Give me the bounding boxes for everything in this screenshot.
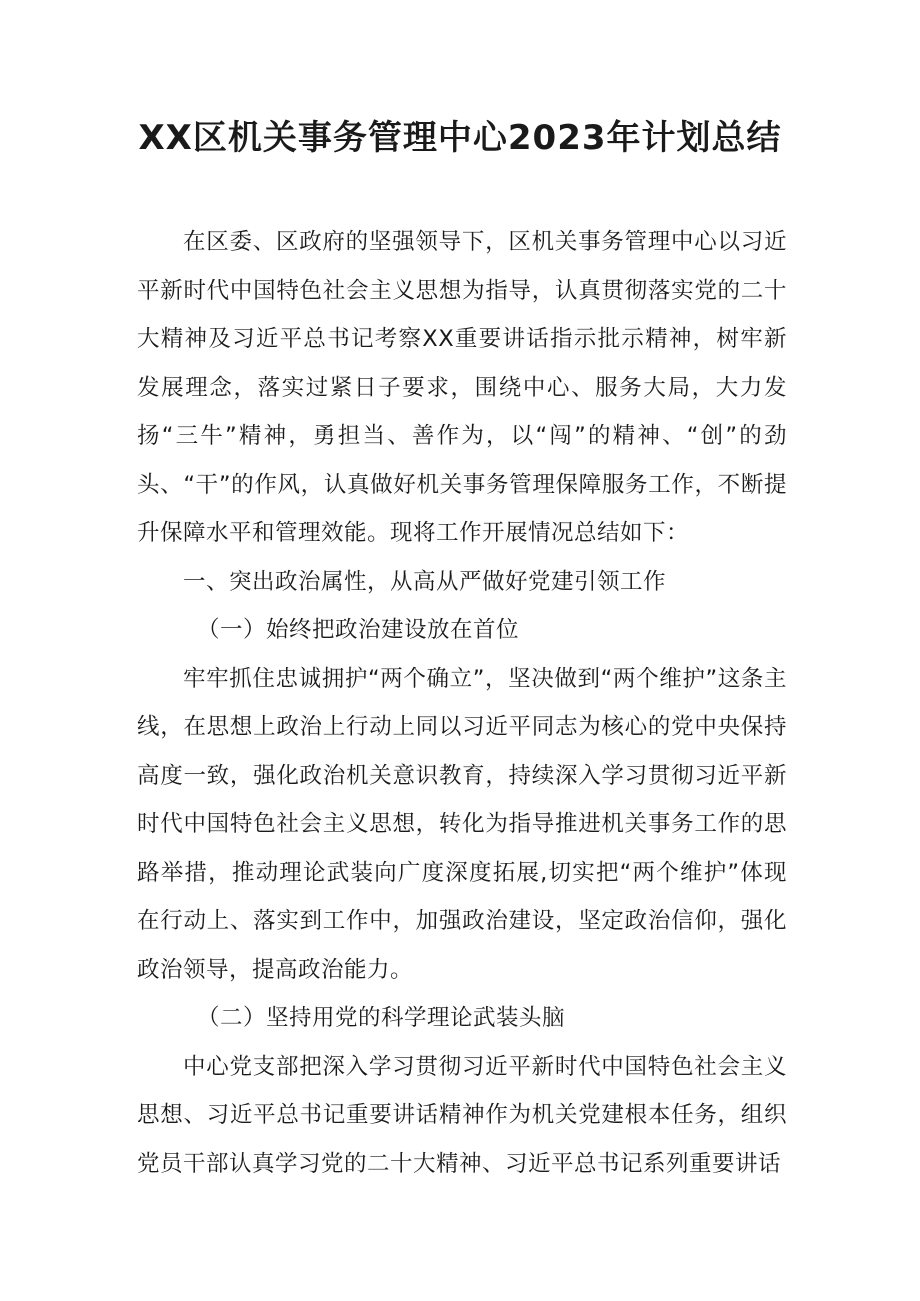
document-body	[137, 218, 787, 1188]
subsection-heading-2: （二）坚持用党的科学理论武装头脑	[197, 1005, 566, 1031]
intro-paragraph: 在区委、区政府的坚强领导下，区机关事务管理中心以习近平新时代中国特色社会主义思想为指导，认真贯彻落实党的二十大精神及习近平总书记考察XX重要讲话指示批示精神，树牢新发展理念，落实过紧日子要求，围绕中心、服务大局，大力发扬“三牛”精神，勇担当、善作为，以“闯”的精神、“创”的劲头、“干”的作风，认真做好机关事务管理保障服务工作，不断提升保障水平和管理效能。现将工作开展情况总结如下：	[137, 229, 787, 546]
section-heading-1: 一、突出政治属性，从高从严做好党建引领工作	[183, 568, 667, 595]
body-paragraph-1: 牢牢抓住忠诚拥护“两个确立”，坚决做到“两个维护”这条主线，在思想上政治上行动上同以习近平同志为核心的党中央保持高度一致，强化政治机关意识教育，持续深入学习贯彻习近平新时代中国特色社会主义思想，转化为指导推进机关事务工作的思路举措，推动理论武装向广度深度拓展,切实把“两个维护”体现在行动上、落实到工作中，加强政治建设，坚定政治信仰，强化政治领导，提高政治能力。	[137, 665, 787, 983]
body-paragraph-2: 中心党支部把深入学习贯彻习近平新时代中国特色社会主义思想、习近平总书记重要讲话精神作为机关党建根本任务，组织党员干部认真学习党的二十大精神、习近平总书记系列重要讲话	[137, 1053, 787, 1177]
subsection-heading-1: （一）始终把政治建设放在首位	[197, 617, 520, 643]
document-title: XX区机关事务管理中心2023年计划总结	[138, 118, 782, 158]
